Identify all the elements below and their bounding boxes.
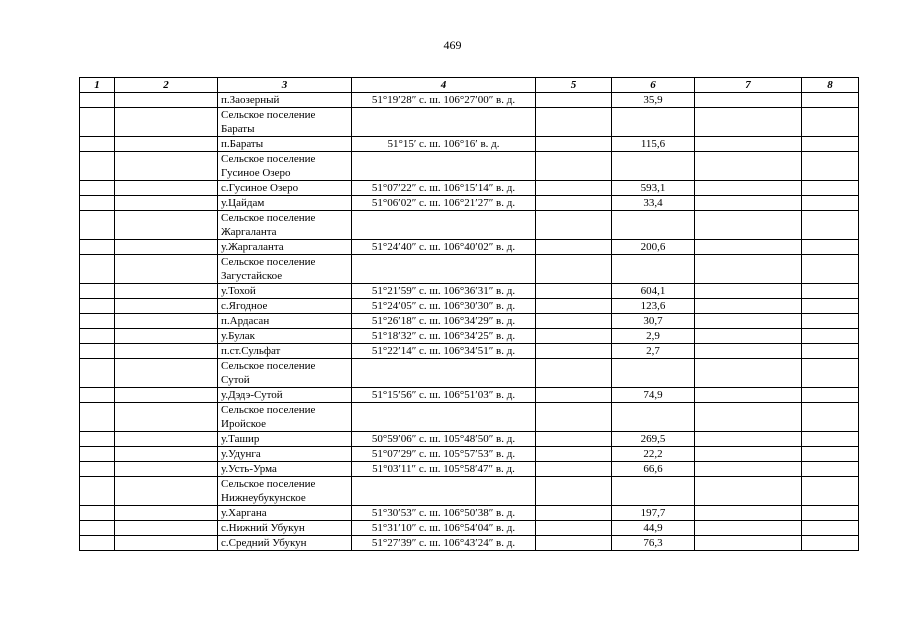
- cell-col2: [115, 462, 218, 477]
- coordinates-cell: 51°19′28″ с. ш. 106°27′00″ в. д.: [352, 93, 536, 108]
- settlement-name: с.Средний Убукун: [221, 537, 307, 549]
- coordinates-cell: 51°27′39″ с. ш. 106°43′24″ в. д.: [352, 536, 536, 551]
- cell-col7: [695, 388, 802, 403]
- cell-col8: [802, 284, 859, 299]
- value-cell: [612, 108, 695, 137]
- table-row: [80, 137, 859, 152]
- value-cell: 197,7: [612, 506, 695, 521]
- cell-col2: [115, 152, 218, 181]
- table-row: [80, 462, 859, 477]
- cell-col8: [802, 137, 859, 152]
- cell-col7: [695, 152, 802, 181]
- cell-col5: [536, 329, 612, 344]
- cell-col5: [536, 359, 612, 388]
- coordinates-cell: [352, 403, 536, 432]
- cell-col1: [80, 536, 115, 551]
- coordinates-cell: 51°06′02″ с. ш. 106°21′27″ в. д.: [352, 196, 536, 211]
- settlement-name-cell: [218, 240, 352, 255]
- settlement-name-cell: [218, 477, 352, 506]
- column-header: 2: [115, 78, 218, 93]
- coordinates-cell: [352, 108, 536, 137]
- table-row: [80, 521, 859, 536]
- settlement-name-cell: [218, 506, 352, 521]
- table-row: [80, 240, 859, 255]
- coordinates-cell: 51°03′11″ с. ш. 105°58′47″ в. д.: [352, 462, 536, 477]
- cell-col7: [695, 211, 802, 240]
- cell-col1: [80, 462, 115, 477]
- coordinates-cell: 51°24′05″ с. ш. 106°30′30″ в. д.: [352, 299, 536, 314]
- cell-col8: [802, 240, 859, 255]
- settlement-name: Загустайское: [221, 270, 283, 282]
- cell-col7: [695, 506, 802, 521]
- cell-col7: [695, 359, 802, 388]
- table-row: [80, 211, 859, 240]
- cell-col8: [802, 536, 859, 551]
- cell-col1: [80, 137, 115, 152]
- column-header: 5: [536, 78, 612, 93]
- cell-col2: [115, 240, 218, 255]
- cell-col2: [115, 388, 218, 403]
- cell-col5: [536, 93, 612, 108]
- value-cell: [612, 152, 695, 181]
- coordinates-cell: [352, 255, 536, 284]
- table-row: [80, 447, 859, 462]
- value-cell: [612, 403, 695, 432]
- cell-col2: [115, 403, 218, 432]
- table-row: [80, 477, 859, 506]
- cell-col8: [802, 181, 859, 196]
- value-cell: 74,9: [612, 388, 695, 403]
- cell-col5: [536, 196, 612, 211]
- cell-col7: [695, 521, 802, 536]
- cell-col1: [80, 152, 115, 181]
- cell-col7: [695, 462, 802, 477]
- cell-col5: [536, 536, 612, 551]
- settlement-name-cell: [218, 403, 352, 432]
- settlements-table: [79, 77, 859, 551]
- table-row: [80, 299, 859, 314]
- cell-col2: [115, 93, 218, 108]
- cell-col2: [115, 284, 218, 299]
- cell-col2: [115, 137, 218, 152]
- settlement-name-cell: [218, 462, 352, 477]
- cell-col1: [80, 506, 115, 521]
- settlement-name-cell: [218, 329, 352, 344]
- cell-col7: [695, 403, 802, 432]
- value-cell: 200,6: [612, 240, 695, 255]
- cell-col7: [695, 181, 802, 196]
- table-row: [80, 196, 859, 211]
- cell-col8: [802, 299, 859, 314]
- coordinates-cell: [352, 359, 536, 388]
- table-row: [80, 359, 859, 388]
- cell-col8: [802, 211, 859, 240]
- settlement-name: у.Жаргаланта: [221, 241, 284, 253]
- cell-col5: [536, 432, 612, 447]
- table-row: [80, 536, 859, 551]
- settlement-name-cell: [218, 152, 352, 181]
- settlement-name-cell: [218, 211, 352, 240]
- cell-col1: [80, 196, 115, 211]
- cell-col5: [536, 211, 612, 240]
- table-row: [80, 432, 859, 447]
- cell-col2: [115, 344, 218, 359]
- cell-col7: [695, 240, 802, 255]
- cell-col5: [536, 299, 612, 314]
- settlement-name: п.Ардасан: [221, 315, 270, 327]
- cell-col5: [536, 462, 612, 477]
- cell-col1: [80, 344, 115, 359]
- coordinates-cell: 51°24′40″ с. ш. 106°40′02″ в. д.: [352, 240, 536, 255]
- cell-col1: [80, 403, 115, 432]
- settlement-name-cell: [218, 255, 352, 284]
- settlement-name: Иройское: [221, 418, 267, 430]
- settlement-name: п.Заозерный: [221, 94, 280, 106]
- settlement-name-cell: [218, 137, 352, 152]
- settlement-name: у.Дэдэ-Сутой: [221, 389, 283, 401]
- value-cell: 115,6: [612, 137, 695, 152]
- table-row: [80, 344, 859, 359]
- cell-col1: [80, 211, 115, 240]
- cell-col8: [802, 359, 859, 388]
- value-cell: 269,5: [612, 432, 695, 447]
- cell-col5: [536, 314, 612, 329]
- table-row: [80, 152, 859, 181]
- cell-col2: [115, 447, 218, 462]
- coordinates-cell: 51°21′59″ с. ш. 106°36′31″ в. д.: [352, 284, 536, 299]
- settlement-name: у.Булак: [221, 330, 255, 342]
- cell-col7: [695, 329, 802, 344]
- cell-col7: [695, 299, 802, 314]
- column-header: 7: [695, 78, 802, 93]
- header-row: [80, 78, 859, 93]
- settlement-name-cell: [218, 299, 352, 314]
- coordinates-cell: 50°59′06″ с. ш. 105°48′50″ в. д.: [352, 432, 536, 447]
- cell-col5: [536, 108, 612, 137]
- table-row: [80, 284, 859, 299]
- value-cell: 33,4: [612, 196, 695, 211]
- settlement-name-cell: [218, 432, 352, 447]
- cell-col1: [80, 447, 115, 462]
- table-row: [80, 93, 859, 108]
- cell-col2: [115, 314, 218, 329]
- column-header: 8: [802, 78, 859, 93]
- cell-col5: [536, 521, 612, 536]
- cell-col8: [802, 477, 859, 506]
- cell-col8: [802, 314, 859, 329]
- value-cell: 123,6: [612, 299, 695, 314]
- coordinates-cell: [352, 211, 536, 240]
- cell-col1: [80, 521, 115, 536]
- coordinates-cell: [352, 477, 536, 506]
- cell-col1: [80, 284, 115, 299]
- cell-col5: [536, 477, 612, 506]
- table-row: [80, 108, 859, 137]
- cell-col7: [695, 284, 802, 299]
- value-cell: 30,7: [612, 314, 695, 329]
- settlement-name: Сутой: [221, 374, 250, 386]
- cell-col7: [695, 432, 802, 447]
- value-cell: 604,1: [612, 284, 695, 299]
- cell-col8: [802, 152, 859, 181]
- cell-col8: [802, 93, 859, 108]
- cell-col7: [695, 255, 802, 284]
- settlement-name-cell: [218, 108, 352, 137]
- cell-col7: [695, 477, 802, 506]
- cell-col8: [802, 521, 859, 536]
- settlement-name: Жаргаланта: [221, 226, 277, 238]
- settlement-name: Гусиное Озеро: [221, 167, 291, 179]
- cell-col7: [695, 137, 802, 152]
- cell-col2: [115, 359, 218, 388]
- cell-col5: [536, 284, 612, 299]
- cell-col8: [802, 196, 859, 211]
- cell-col5: [536, 403, 612, 432]
- cell-col2: [115, 211, 218, 240]
- value-cell: 76,3: [612, 536, 695, 551]
- cell-col1: [80, 329, 115, 344]
- settlement-name: Сельское поселение: [221, 109, 316, 121]
- table-row: [80, 506, 859, 521]
- cell-col7: [695, 314, 802, 329]
- cell-col5: [536, 181, 612, 196]
- settlement-name: Сельское поселение: [221, 478, 316, 490]
- cell-col1: [80, 299, 115, 314]
- cell-col5: [536, 240, 612, 255]
- settlement-name-cell: [218, 284, 352, 299]
- cell-col5: [536, 344, 612, 359]
- value-cell: [612, 359, 695, 388]
- cell-col2: [115, 521, 218, 536]
- cell-col2: [115, 506, 218, 521]
- value-cell: [612, 477, 695, 506]
- table-row: [80, 403, 859, 432]
- cell-col2: [115, 477, 218, 506]
- cell-col1: [80, 432, 115, 447]
- cell-col8: [802, 462, 859, 477]
- cell-col7: [695, 536, 802, 551]
- cell-col1: [80, 388, 115, 403]
- cell-col7: [695, 93, 802, 108]
- coordinates-cell: [352, 152, 536, 181]
- cell-col5: [536, 506, 612, 521]
- settlement-name-cell: [218, 93, 352, 108]
- settlement-name-cell: [218, 314, 352, 329]
- value-cell: 66,6: [612, 462, 695, 477]
- settlement-name: Сельское поселение: [221, 153, 316, 165]
- settlement-name-cell: [218, 388, 352, 403]
- cell-col2: [115, 432, 218, 447]
- settlement-name-cell: [218, 344, 352, 359]
- cell-col2: [115, 299, 218, 314]
- table-row: [80, 181, 859, 196]
- cell-col8: [802, 432, 859, 447]
- cell-col5: [536, 255, 612, 284]
- settlement-name: с.Гусиное Озеро: [221, 182, 299, 194]
- cell-col2: [115, 196, 218, 211]
- value-cell: 2,7: [612, 344, 695, 359]
- cell-col7: [695, 447, 802, 462]
- settlement-name-cell: [218, 521, 352, 536]
- cell-col8: [802, 255, 859, 284]
- cell-col2: [115, 536, 218, 551]
- coordinates-cell: 51°07′29″ с. ш. 105°57′53″ в. д.: [352, 447, 536, 462]
- cell-col1: [80, 314, 115, 329]
- settlement-name: Сельское поселение: [221, 404, 316, 416]
- settlement-name: п.ст.Сульфат: [221, 345, 281, 357]
- value-cell: 2,9: [612, 329, 695, 344]
- cell-col8: [802, 447, 859, 462]
- coordinates-cell: 51°22′14″ с. ш. 106°34′51″ в. д.: [352, 344, 536, 359]
- cell-col2: [115, 329, 218, 344]
- settlement-name-cell: [218, 359, 352, 388]
- coordinates-cell: 51°18′32″ с. ш. 106°34′25″ в. д.: [352, 329, 536, 344]
- settlement-name: у.Усть-Урма: [221, 463, 277, 475]
- coordinates-cell: 51°07′22″ с. ш. 106°15′14″ в. д.: [352, 181, 536, 196]
- settlement-name: Бараты: [221, 123, 255, 135]
- cell-col8: [802, 329, 859, 344]
- coordinates-cell: 51°15′ с. ш. 106°16′ в. д.: [352, 137, 536, 152]
- page-number: 469: [443, 38, 462, 52]
- settlement-name: п.Бараты: [221, 138, 264, 150]
- value-cell: 35,9: [612, 93, 695, 108]
- settlement-name-cell: [218, 447, 352, 462]
- settlement-name-cell: [218, 181, 352, 196]
- cell-col1: [80, 359, 115, 388]
- cell-col7: [695, 344, 802, 359]
- settlement-name: у.Удунга: [221, 448, 261, 460]
- value-cell: 593,1: [612, 181, 695, 196]
- column-header: 1: [80, 78, 115, 93]
- settlement-name: у.Харгана: [221, 507, 267, 519]
- cell-col5: [536, 447, 612, 462]
- cell-col5: [536, 388, 612, 403]
- value-cell: [612, 255, 695, 284]
- cell-col1: [80, 240, 115, 255]
- settlement-name: у.Ташир: [221, 433, 260, 445]
- settlement-name-cell: [218, 196, 352, 211]
- value-cell: 44,9: [612, 521, 695, 536]
- cell-col2: [115, 108, 218, 137]
- cell-col5: [536, 152, 612, 181]
- column-header: 3: [218, 78, 352, 93]
- coordinates-cell: 51°30′53″ с. ш. 106°50′38″ в. д.: [352, 506, 536, 521]
- table-row: [80, 388, 859, 403]
- table-body: [80, 93, 859, 551]
- cell-col8: [802, 388, 859, 403]
- table-row: [80, 255, 859, 284]
- cell-col8: [802, 344, 859, 359]
- cell-col8: [802, 403, 859, 432]
- cell-col1: [80, 108, 115, 137]
- settlement-name: Сельское поселение: [221, 360, 316, 372]
- cell-col2: [115, 255, 218, 284]
- cell-col1: [80, 255, 115, 284]
- cell-col1: [80, 181, 115, 196]
- cell-col7: [695, 108, 802, 137]
- settlement-name: Сельское поселение: [221, 212, 316, 224]
- coordinates-cell: 51°15′56″ с. ш. 106°51′03″ в. д.: [352, 388, 536, 403]
- coordinates-cell: 51°26′18″ с. ш. 106°34′29″ в. д.: [352, 314, 536, 329]
- settlement-name: у.Цайдам: [221, 197, 265, 209]
- settlement-name-cell: [218, 536, 352, 551]
- settlement-name: Нижнеубукунское: [221, 492, 306, 504]
- value-cell: [612, 211, 695, 240]
- table-row: [80, 329, 859, 344]
- value-cell: 22,2: [612, 447, 695, 462]
- cell-col2: [115, 181, 218, 196]
- cell-col1: [80, 93, 115, 108]
- column-header: 6: [612, 78, 695, 93]
- table-row: [80, 314, 859, 329]
- settlement-name: Сельское поселение: [221, 256, 316, 268]
- settlement-name: с.Ягодное: [221, 300, 268, 312]
- cell-col7: [695, 196, 802, 211]
- cell-col8: [802, 506, 859, 521]
- settlement-name: с.Нижний Убукун: [221, 522, 305, 534]
- cell-col1: [80, 477, 115, 506]
- cell-col5: [536, 137, 612, 152]
- settlement-name: у.Тохой: [221, 285, 256, 297]
- coordinates-cell: 51°31′10″ с. ш. 106°54′04″ в. д.: [352, 521, 536, 536]
- column-header: 4: [352, 78, 536, 93]
- cell-col8: [802, 108, 859, 137]
